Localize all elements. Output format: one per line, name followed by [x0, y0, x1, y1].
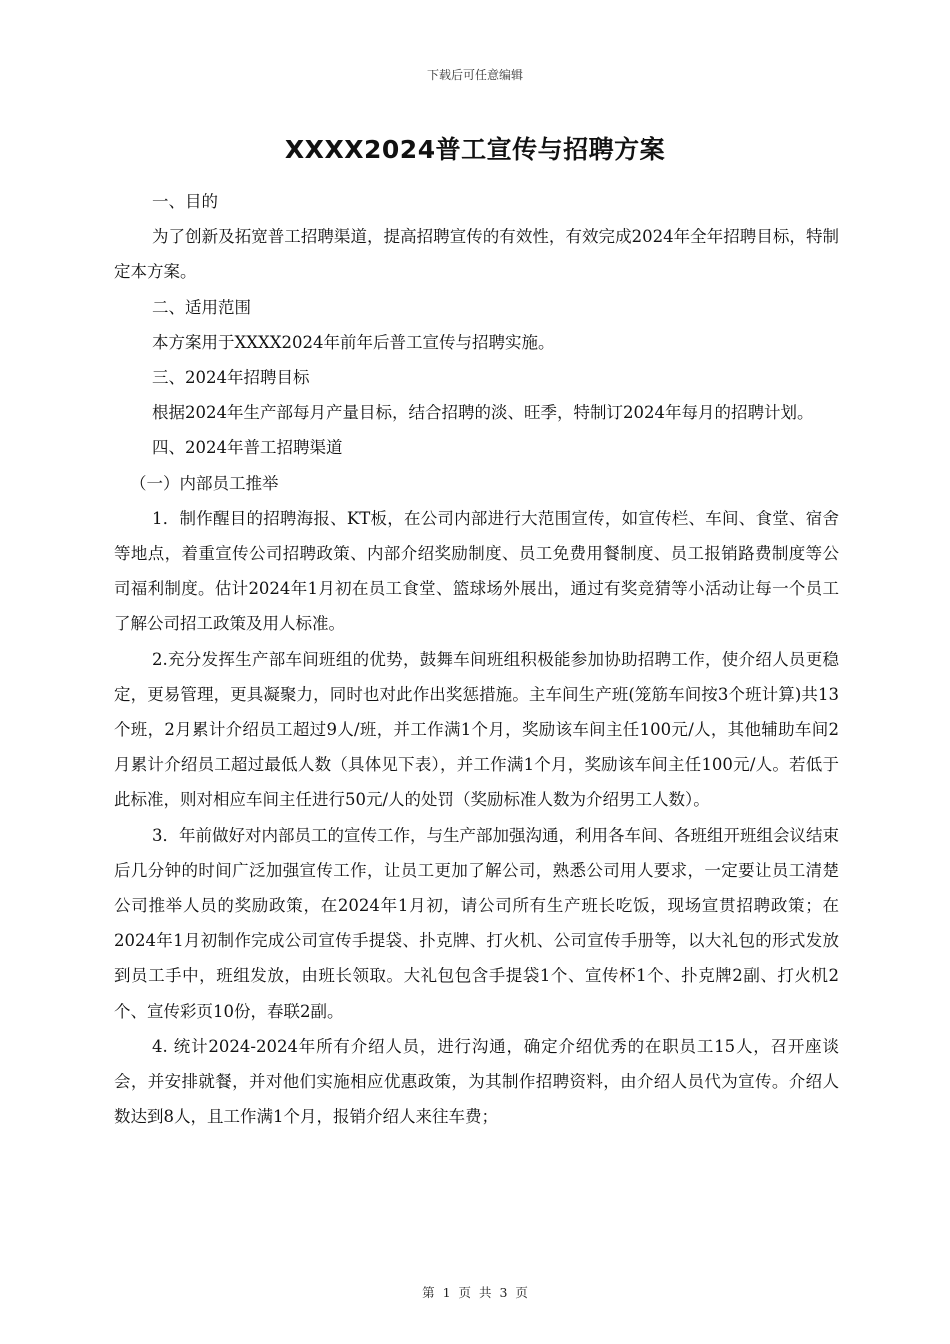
page-footer: 第 1 页 共 3 页	[422, 1285, 528, 1300]
section-heading-purpose: 一、目的	[152, 192, 218, 211]
section-heading-target: 三、2024年招聘目标	[152, 368, 310, 388]
subsection-heading-internal-referral: （一）内部员工推举	[130, 473, 279, 493]
section-heading-scope: 二、适用范围	[152, 297, 251, 317]
paragraph-item-3: 3．年前做好对内部员工的宣传工作，与生产部加强沟通，利用各车间、各班组开班组会议结束后几分钟的时间广泛加强宣传工作，让员工更加了解公司，熟悉公司用人要求，一定要让员工清楚公司推举人员的奖励政策，在2024年1月初，请公司所有生产班长吃饭，现场宣贯招聘政策；在2024年1月初制作完成公司宣传手提袋、扑克牌、打火机、公司宣传手册等，以大礼包的形式发放到员工手中，班组发放，由班长领取。大礼包包含手提袋1个、宣传杯1个、扑克牌2副、打火机2个、宣传彩页10份，春联2副。	[114, 825, 839, 1021]
section-heading-channels: 四、2024年普工招聘渠道	[152, 438, 343, 458]
paragraph-item-1: 1．制作醒目的招聘海报、KT板，在公司内部进行大范围宣传，如宣传栏、车间、食堂、宿舍等地点，着重宣传公司招聘政策、内部介绍奖励制度、员工免费用餐制度、员工报销路费制度等公司福利制度。估计2024年1月初在员工食堂、篮球场外展出，通过有奖竞猜等小活动让每一个员工了解公司招工政策及用人标准。	[114, 508, 839, 634]
paragraph-target: 根据2024年生产部每月产量目标，结合招聘的淡、旺季，特制订2024年每月的招聘计划。	[152, 403, 814, 423]
paragraph-item-4: 4. 统计2024-2024年所有介绍人员，进行沟通，确定介绍优秀的在职员工15人，召开座谈会，并安排就餐，并对他们实施相应优惠政策，为其制作招聘资料，由介绍人员代为宣传。介绍人数达到8人，且工作满1个月，报销介绍人来往车费；	[114, 1036, 839, 1127]
document-body	[114, 184, 839, 1134]
paragraph-item-2: 2.充分发挥生产部车间班组的优势，鼓舞车间班组积极能参加协助招聘工作，使介绍人员更稳定，更易管理，更具凝聚力，同时也对此作出奖惩措施。主车间生产班(笼筋车间按3个班计算)共13个班，2月累计介绍员工超过9人/班，并工作满1个月，奖励该车间主任100元/人，其他辅助车间2月累计介绍员工超过最低人数（具体见下表），并工作满1个月，奖励该车间主任100元/人。若低于此标准，则对相应车间主任进行50元/人的处罚（奖励标准人数为介绍男工人数）。	[114, 649, 839, 810]
header-note: 下载后可任意编辑	[426, 68, 523, 82]
paragraph-scope: 本方案用于XXXX2024年前年后普工宣传与招聘实施。	[152, 332, 555, 352]
paragraph-purpose: 为了创新及拓宽普工招聘渠道，提高招聘宣传的有效性，有效完成2024年全年招聘目标，特制定本方案。	[114, 227, 839, 282]
document-title: XXXX2024普工宣传与招聘方案	[284, 135, 666, 164]
